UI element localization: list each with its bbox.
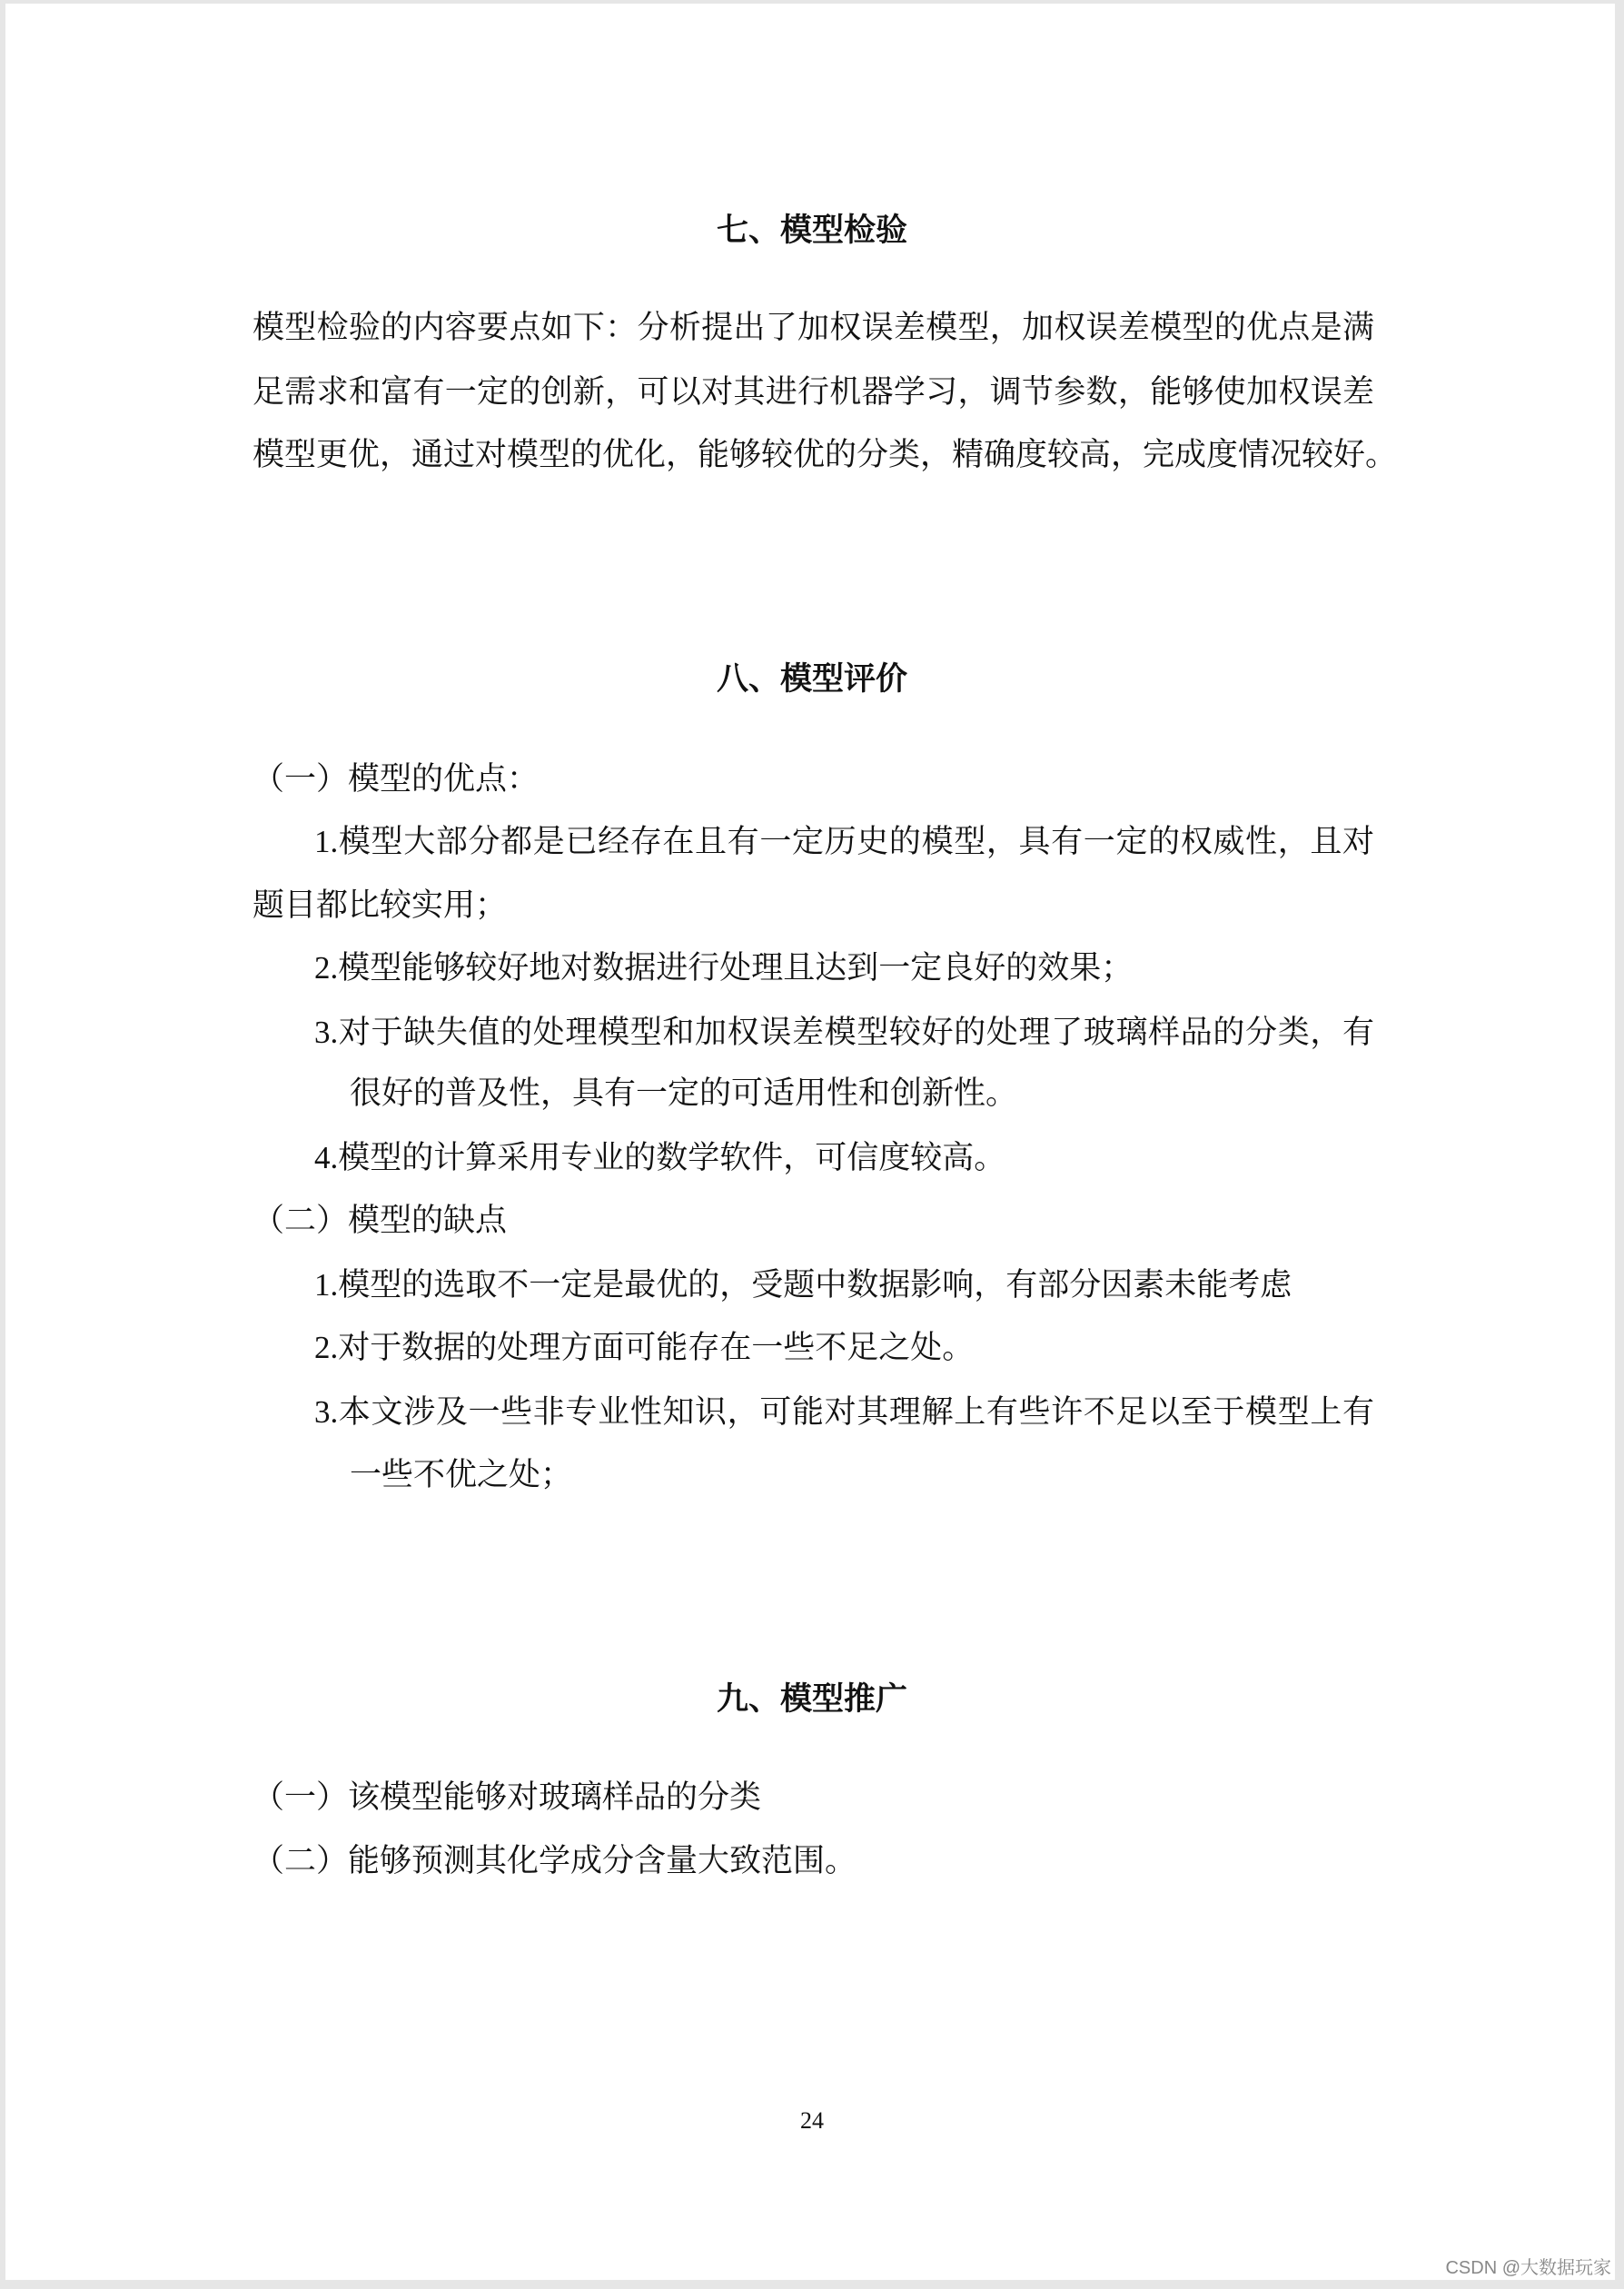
watermark: CSDN @大数据玩家	[1445, 2258, 1611, 2278]
list-item-continuation: 很好的普及性，具有一定的可适用性和创新性。	[350, 1075, 1018, 1111]
paragraph-line: 模型更优，通过对模型的优化，能够较优的分类，精确度较高，完成度情况较好。	[253, 437, 1398, 472]
paragraph-line: 足需求和富有一定的创新，可以对其进行机器学习，调节参数，能够使加权误差	[253, 374, 1374, 410]
advantages-heading: （一）模型的优点：	[253, 761, 540, 797]
list-item: 4.模型的计算采用专业的数学软件，可信度较高。	[314, 1140, 1006, 1175]
list-item: （二）能够预测其化学成分含量大致范围。	[253, 1843, 857, 1878]
list-item: （一）该模型能够对玻璃样品的分类	[253, 1779, 762, 1815]
list-item-continuation: 题目都比较实用；	[253, 887, 508, 923]
list-item: 2.对于数据的处理方面可能存在一些不足之处。	[314, 1330, 975, 1365]
section-8-heading: 八、模型评价	[716, 661, 907, 698]
list-item: 2.模型能够较好地对数据进行处理且达到一定良好的效果；	[314, 950, 1134, 986]
disadvantages-heading: （二）模型的缺点	[253, 1203, 508, 1238]
page-number: 24	[800, 2107, 824, 2134]
list-item: 3.本文涉及一些非专业性知识，可能对其理解上有些许不足以至于模型上有	[314, 1394, 1374, 1430]
list-item: 3.对于缺失值的处理模型和加权误差模型较好的处理了玻璃样品的分类，有	[314, 1015, 1374, 1050]
paragraph-line: 模型检验的内容要点如下：分析提出了加权误差模型，加权误差模型的优点是满	[253, 310, 1374, 345]
list-item: 1.模型的选取不一定是最优的，受题中数据影响，有部分因素未能考虑	[314, 1267, 1292, 1303]
list-item-continuation: 一些不优之处；	[350, 1457, 573, 1492]
section-9-heading: 九、模型推广	[716, 1681, 907, 1718]
section-7-heading: 七、模型检验	[716, 213, 907, 249]
list-item: 1.模型大部分都是已经存在且有一定历史的模型，具有一定的权威性，且对	[314, 824, 1374, 859]
